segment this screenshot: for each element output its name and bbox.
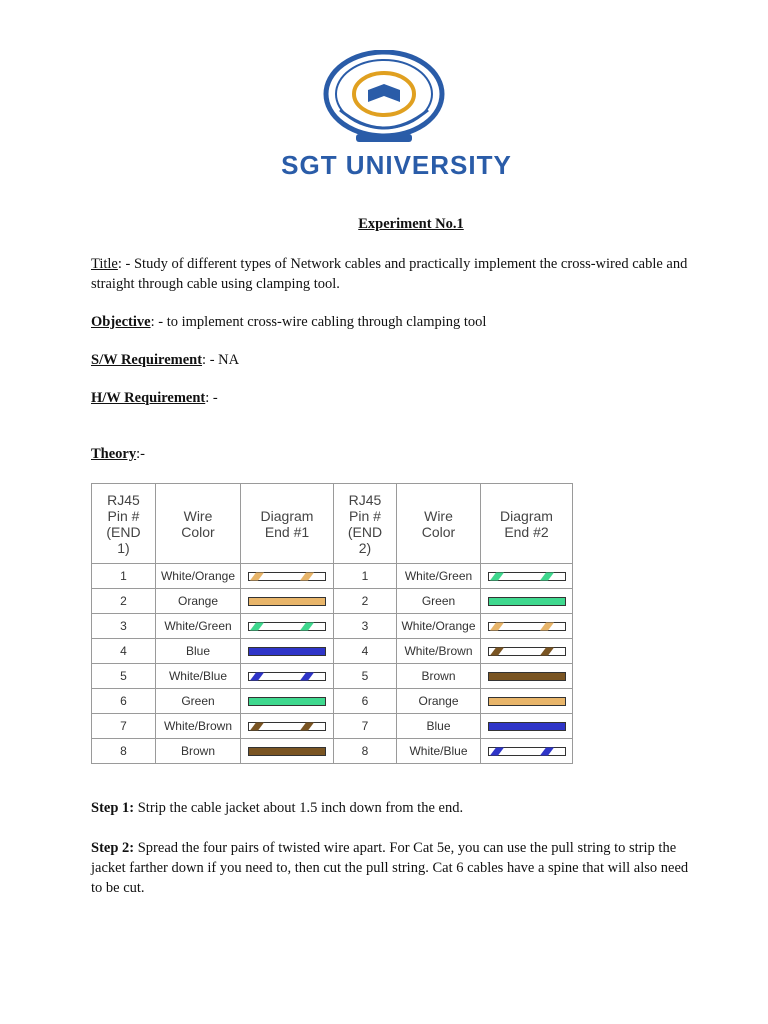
pin-end1: 4	[92, 639, 156, 664]
pin-end1: 1	[92, 564, 156, 589]
step-2-text: Spread the four pairs of twisted wire apart. For Cat 5e, you can use the pull string to strip the jacket farther down if you need to, then cut the pull string. Cat 6 cables have a spine that will also need to be cut.	[91, 840, 689, 896]
wiring-table	[91, 483, 573, 764]
header-diagram-end2: Diagram End #2	[481, 484, 573, 564]
hw-label: H/W Requirement	[91, 390, 206, 406]
header-pin-end2: RJ45 Pin # (END 2)	[334, 484, 397, 564]
pin-end2: 6	[334, 689, 397, 714]
table-row	[92, 614, 573, 639]
diagram-end2	[481, 739, 573, 764]
header-pin-end1: RJ45 Pin # (END 1)	[92, 484, 156, 564]
table-row	[92, 714, 573, 739]
objective-text: : - to implement cross-wire cabling through clamping tool	[150, 314, 487, 330]
wire-swatch-icon	[488, 722, 566, 731]
wire-swatch-icon	[248, 697, 326, 706]
header-diagram-end1: Diagram End #1	[241, 484, 334, 564]
wire-swatch-icon	[488, 747, 566, 756]
pin-end1: 3	[92, 614, 156, 639]
wire-color-end2: Blue	[397, 714, 481, 739]
wire-swatch-icon	[248, 747, 326, 756]
wire-color-end2: White/Blue	[397, 739, 481, 764]
wire-swatch-icon	[248, 647, 326, 656]
pin-end2: 5	[334, 664, 397, 689]
hw-requirement	[91, 388, 691, 408]
pin-end2: 4	[334, 639, 397, 664]
title-label: Title	[91, 256, 118, 272]
step-1-label: Step 1:	[91, 800, 135, 816]
diagram-end2	[481, 664, 573, 689]
wire-color-end2: Brown	[397, 664, 481, 689]
header-wire-color-2: Wire Color	[397, 484, 481, 564]
header-wire-color-1: Wire Color	[156, 484, 241, 564]
step-1	[91, 798, 691, 818]
diagram-end2	[481, 714, 573, 739]
table-row	[92, 664, 573, 689]
pin-end1: 6	[92, 689, 156, 714]
wire-swatch-icon	[488, 597, 566, 606]
university-seal-icon	[322, 50, 446, 150]
theory-text: :-	[136, 446, 145, 462]
sw-requirement	[91, 350, 691, 370]
diagram-end2	[481, 614, 573, 639]
wire-swatch-icon	[248, 572, 326, 581]
diagram-end1	[241, 689, 334, 714]
table-row	[92, 739, 573, 764]
pin-end2: 2	[334, 589, 397, 614]
step-2-label: Step 2:	[91, 840, 135, 856]
wire-color-end2: Green	[397, 589, 481, 614]
diagram-end1	[241, 614, 334, 639]
wire-color-end2: Orange	[397, 689, 481, 714]
pin-end1: 2	[92, 589, 156, 614]
table-row	[92, 639, 573, 664]
title-paragraph	[91, 254, 691, 294]
objective-label: Objective	[91, 314, 151, 330]
wire-swatch-icon	[488, 572, 566, 581]
step-2	[91, 838, 691, 898]
experiment-heading: Experiment No.1	[358, 216, 464, 232]
wire-color-end1: White/Brown	[156, 714, 241, 739]
diagram-end1	[241, 739, 334, 764]
pin-end2: 3	[334, 614, 397, 639]
diagram-end2	[481, 639, 573, 664]
diagram-end1	[241, 564, 334, 589]
diagram-end1	[241, 714, 334, 739]
wire-color-end1: White/Green	[156, 614, 241, 639]
wire-swatch-icon	[248, 672, 326, 681]
diagram-end2	[481, 589, 573, 614]
theory-heading	[91, 444, 691, 464]
table-header-row	[92, 484, 573, 564]
wire-swatch-icon	[488, 647, 566, 656]
wire-color-end1: Green	[156, 689, 241, 714]
wire-color-end1: White/Orange	[156, 564, 241, 589]
table-row	[92, 589, 573, 614]
diagram-end1	[241, 639, 334, 664]
pin-end1: 5	[92, 664, 156, 689]
diagram-end1	[241, 664, 334, 689]
wire-swatch-icon	[488, 697, 566, 706]
pin-end1: 7	[92, 714, 156, 739]
wire-color-end2: White/Orange	[397, 614, 481, 639]
wire-swatch-icon	[248, 722, 326, 731]
wire-swatch-icon	[248, 622, 326, 631]
theory-label: Theory	[91, 446, 137, 462]
sw-text: : - NA	[202, 352, 240, 368]
diagram-end1	[241, 589, 334, 614]
university-name: SGT UNIVERSITY	[281, 150, 512, 180]
wire-swatch-icon	[248, 597, 326, 606]
wire-color-end1: Blue	[156, 639, 241, 664]
wire-color-end1: Brown	[156, 739, 241, 764]
pin-end2: 1	[334, 564, 397, 589]
wire-swatch-icon	[488, 622, 566, 631]
hw-text: : -	[205, 390, 218, 406]
wire-swatch-icon	[488, 672, 566, 681]
title-text: : - Study of different types of Network cables and practically implement the cross-wired cable and straight through cable using clamping tool.	[91, 256, 688, 292]
diagram-end2	[481, 689, 573, 714]
pin-end2: 7	[334, 714, 397, 739]
pin-end2: 8	[334, 739, 397, 764]
pin-end1: 8	[92, 739, 156, 764]
sw-label: S/W Requirement	[91, 352, 203, 368]
diagram-end2	[481, 564, 573, 589]
step-1-text: Strip the cable jacket about 1.5 inch down from the end.	[134, 800, 464, 816]
wire-color-end1: White/Blue	[156, 664, 241, 689]
table-row	[92, 564, 573, 589]
wire-color-end2: White/Green	[397, 564, 481, 589]
university-logo	[0, 50, 768, 150]
wire-color-end1: Orange	[156, 589, 241, 614]
table-row	[92, 689, 573, 714]
wire-color-end2: White/Brown	[397, 639, 481, 664]
objective-paragraph	[91, 312, 691, 332]
